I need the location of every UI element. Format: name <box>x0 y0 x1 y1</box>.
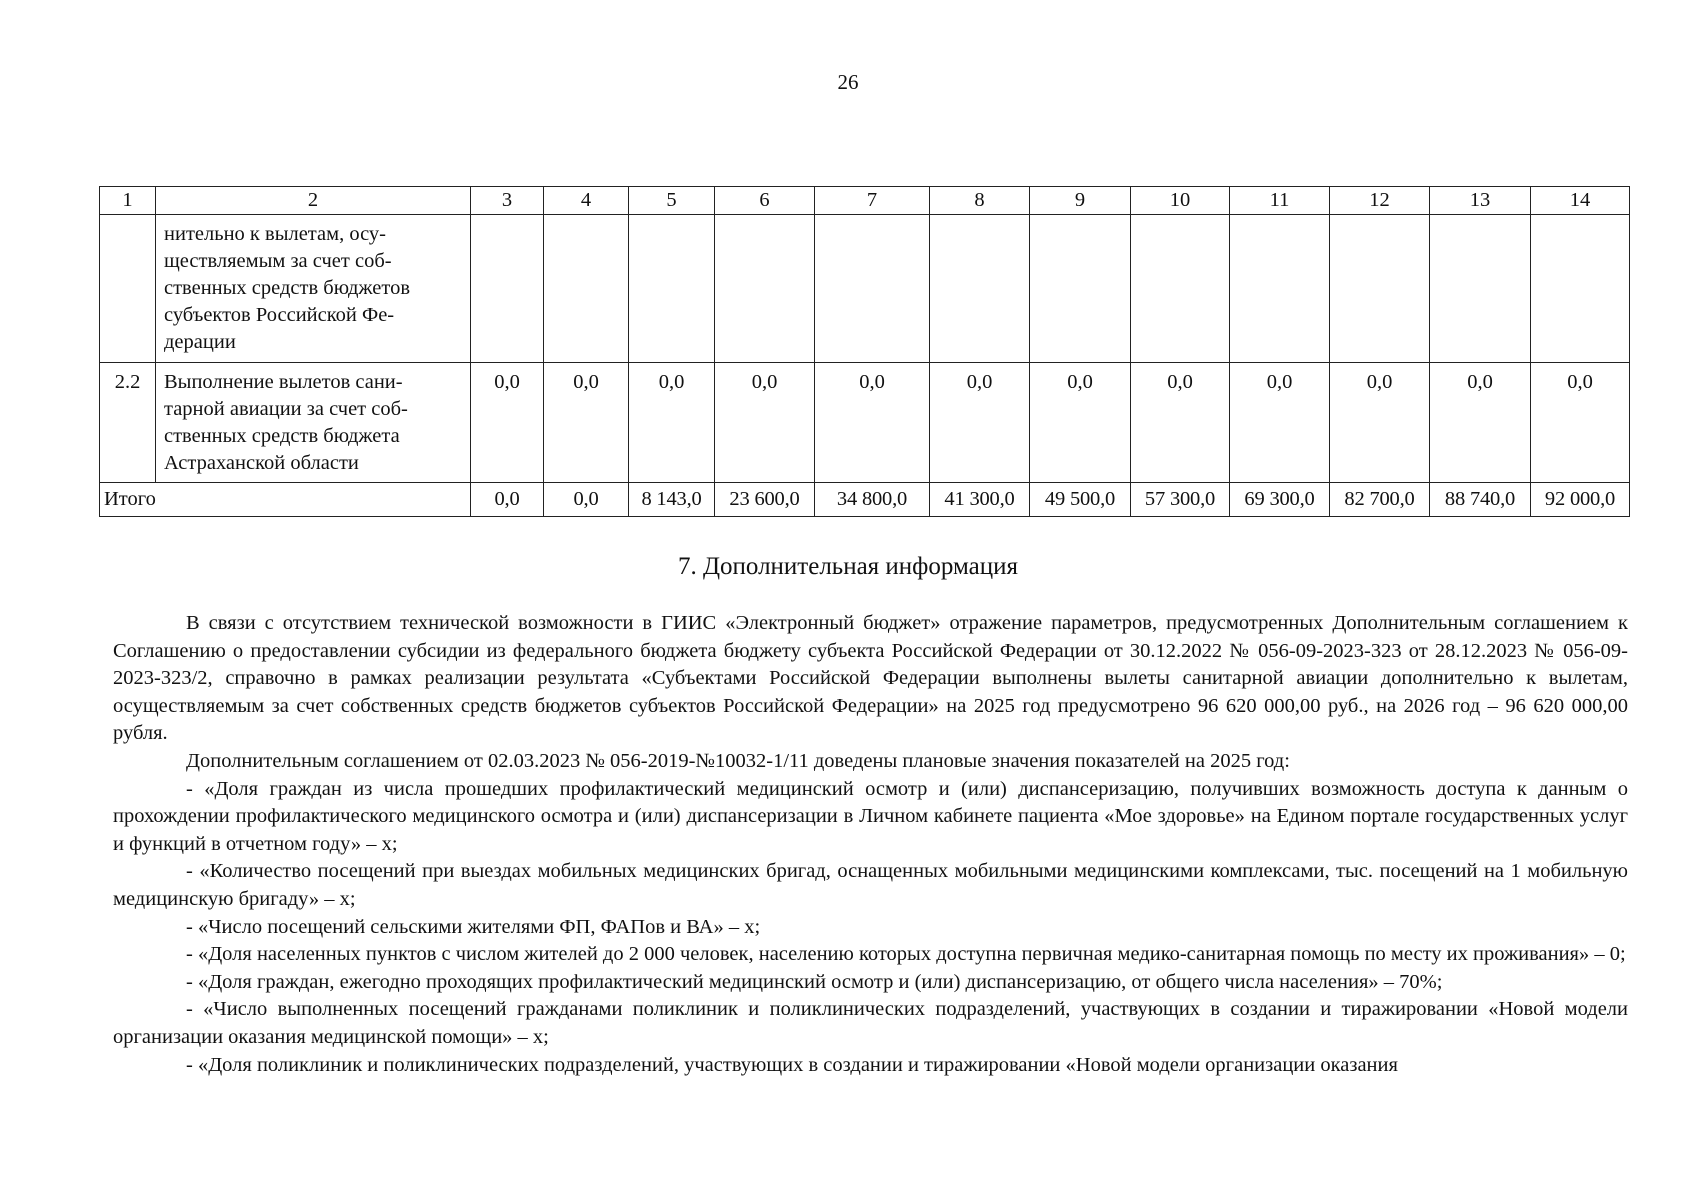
value-cell: 0,0 <box>1230 363 1330 483</box>
row-description <box>156 215 471 363</box>
funding-table <box>99 186 1630 517</box>
column-header: 6 <box>715 187 815 215</box>
total-value-cell: 0,0 <box>544 483 629 517</box>
column-header: 1 <box>100 187 156 215</box>
value-cell <box>471 215 544 363</box>
value-cell <box>629 215 715 363</box>
value-cell <box>1531 215 1630 363</box>
description-line: ществляемым за счет соб- <box>164 250 392 272</box>
paragraph: Дополнительным соглашением от 02.03.2023 № 056-2019-№10032-1/11 доведены плановые значения показателей на 2025 год: <box>186 749 1290 772</box>
section-body <box>113 610 1628 1079</box>
description-line: ственных средств бюджета <box>164 425 400 447</box>
column-header: 9 <box>1030 187 1131 215</box>
description-line: субъектов Российской Фе- <box>164 304 395 326</box>
list-item: - «Число выполненных посещений гражданами поликлиник и поликлинических подразделений, участвующих в создании и тиражировании «Новой модели организации оказания медицинской помощи» – х; <box>113 998 1628 1048</box>
total-value-cell: 0,0 <box>471 483 544 517</box>
total-label: Итого <box>100 483 471 517</box>
total-value-cell: 49 500,0 <box>1030 483 1131 517</box>
page-number: 26 <box>837 70 859 94</box>
row-number-cell <box>100 215 156 363</box>
value-cell <box>715 215 815 363</box>
column-header: 4 <box>544 187 629 215</box>
value-cell <box>1030 215 1131 363</box>
column-header: 5 <box>629 187 715 215</box>
value-cell <box>815 215 930 363</box>
total-value-cell: 23 600,0 <box>715 483 815 517</box>
description-line: Астраханской области <box>164 452 359 474</box>
description-line: нительно к вылетам, осу- <box>164 223 386 245</box>
table-row-2-2 <box>100 363 1630 483</box>
value-cell <box>1131 215 1230 363</box>
column-header: 3 <box>471 187 544 215</box>
total-value-cell: 34 800,0 <box>815 483 930 517</box>
column-header: 7 <box>815 187 930 215</box>
list-item: - «Доля населенных пунктов с числом жителей до 2 000 человек, населению которых доступна первичная медико-санитарная помощь по месту их проживания» – 0; <box>186 943 1626 966</box>
value-cell: 0,0 <box>1430 363 1531 483</box>
row-number-cell: 2.2 <box>100 363 156 483</box>
column-header: 8 <box>930 187 1030 215</box>
column-header: 12 <box>1330 187 1430 215</box>
column-header: 2 <box>156 187 471 215</box>
table-total-row <box>100 483 1630 517</box>
row-description <box>156 363 471 483</box>
list-item: - «Доля поликлиник и поликлинических подразделений, участвующих в создании и тиражировании «Новой модели организации оказания <box>186 1053 1398 1076</box>
table-row-continuation <box>100 215 1630 363</box>
value-cell: 0,0 <box>715 363 815 483</box>
total-value-cell: 41 300,0 <box>930 483 1030 517</box>
section-title: 7. Дополнительная информация <box>677 553 1019 580</box>
description-line: Выполнение вылетов сани- <box>164 371 403 393</box>
value-cell: 0,0 <box>815 363 930 483</box>
value-cell <box>1330 215 1430 363</box>
column-header: 11 <box>1230 187 1330 215</box>
value-cell: 0,0 <box>930 363 1030 483</box>
column-header: 10 <box>1131 187 1230 215</box>
total-value-cell: 57 300,0 <box>1131 483 1230 517</box>
total-value-cell: 92 000,0 <box>1531 483 1630 517</box>
value-cell: 0,0 <box>1330 363 1430 483</box>
value-cell <box>544 215 629 363</box>
table-header-row <box>100 187 1630 215</box>
description-line: ственных средств бюджетов <box>164 277 411 299</box>
description-line: дерации <box>164 331 236 353</box>
value-cell <box>930 215 1030 363</box>
value-cell: 0,0 <box>629 363 715 483</box>
total-value-cell: 82 700,0 <box>1330 483 1430 517</box>
value-cell: 0,0 <box>1531 363 1630 483</box>
list-item: - «Доля граждан, ежегодно проходящих профилактический медицинский осмотр и (или) диспансеризацию, от общего числа населения» – 70%; <box>186 970 1443 993</box>
list-item: - «Доля граждан из числа прошедших профилактический медицинский осмотр и (или) диспансеризацию, получивших возможность доступа к данным о прохождении профилактического медицинского осмотра и (или) диспансеризации в Личном кабинете пациента «Мое здоровье» на Едином портале государственных услуг и функций в отчетном году» – х; <box>113 777 1628 855</box>
value-cell <box>1230 215 1330 363</box>
total-value-cell: 8 143,0 <box>629 483 715 517</box>
list-item: - «Число посещений сельскими жителями ФП, ФАПов и ВА» – х; <box>186 915 761 938</box>
total-value-cell: 69 300,0 <box>1230 483 1330 517</box>
column-header: 13 <box>1430 187 1531 215</box>
total-value-cell: 88 740,0 <box>1430 483 1531 517</box>
column-header: 14 <box>1531 187 1630 215</box>
description-line: тарной авиации за счет соб- <box>164 398 408 420</box>
list-item: - «Количество посещений при выездах мобильных медицинских бригад, оснащенных мобильными медицинскими комплексами, тыс. посещений на 1 мобильную медицинскую бригаду» – х; <box>113 860 1628 910</box>
value-cell: 0,0 <box>471 363 544 483</box>
value-cell: 0,0 <box>1131 363 1230 483</box>
value-cell <box>1430 215 1531 363</box>
value-cell: 0,0 <box>1030 363 1131 483</box>
value-cell: 0,0 <box>544 363 629 483</box>
paragraph: В связи с отсутствием технической возможности в ГИИС «Электронный бюджет» отражение параметров, предусмотренных Дополнительным соглашением к Соглашению о предоставлении субсидии из федерального бюджета бюджету субъекта Российской Федерации от 30.12.2022 № 056-09-2023-323 от 28.12.2023 № 056-09-2023-323/2, справочно в рамках реализации результата «Субъектами Российской Федерации выполнены вылеты санитарной авиации дополнительно к вылетам, осуществляемым за счет собственных средств бюджетов субъектов Российской Федерации» на 2025 год предусмотрено 96 620 000,00 руб., на 2026 год – 96 620 000,00 рубля. <box>113 612 1628 745</box>
